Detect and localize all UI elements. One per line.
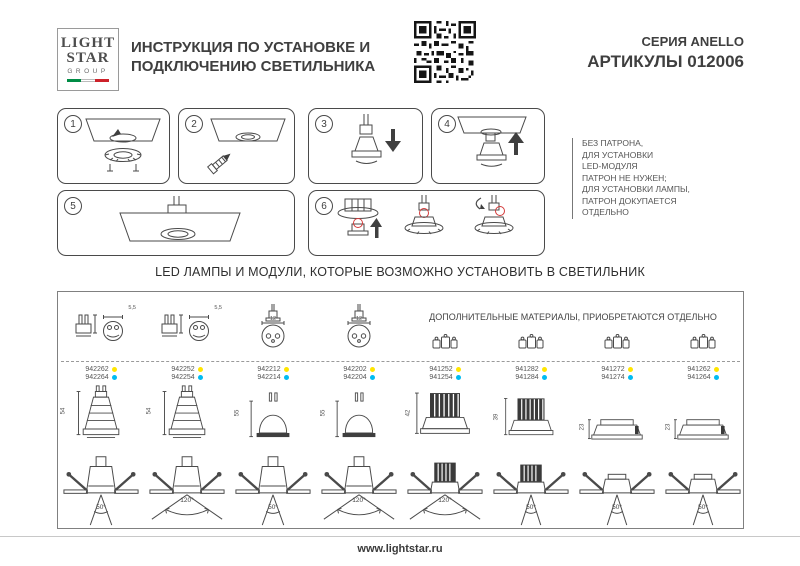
step-4-diagram [434,111,544,181]
lamp-height-label: 54 [60,407,67,415]
lamp-column-5 [402,292,488,528]
note-line: ОТДЕЛЬНО [582,207,629,217]
lamp-height-label: 39 [493,413,500,421]
beam-angle-label: 120° [438,497,452,504]
install-drawing [232,447,314,527]
beam-angle-label: 50° [96,504,106,511]
led-module-drawing [415,389,475,444]
article-yellow: 941252 [429,366,453,373]
lamps-panel [57,291,744,529]
step-5-diagram [60,193,294,253]
mr16-lamp-drawing [334,391,385,444]
step-6-number: 6 [315,197,333,215]
step-1-diagram [60,111,169,181]
note-line: ПАТРОН НЕ НУЖЕН; [582,172,667,183]
led-flat-module-drawing [674,417,732,444]
article-yellow: 941282 [515,366,539,373]
yellow-dot [370,367,375,372]
page-title-line1: ИНСТРУКЦИЯ ПО УСТАНОВКЕ И [131,39,371,56]
yellow-dot [542,367,547,372]
beam-angle-label: 120° [352,497,366,504]
step-4-box [431,108,545,184]
mr16-socket-drawing [329,304,389,350]
note-line: ДЛЯ УСТАНОВКИ [582,149,654,160]
step-6-diagram [311,193,544,253]
article-numbers [574,366,660,382]
cyan-dot [284,375,289,380]
yellow-dot [112,367,117,372]
article-cyan: 941284 [515,374,539,381]
note-line: ДЛЯ УСТАНОВКИ ЛАМПЫ, [582,184,690,194]
lamp-height-label: 55 [234,409,241,417]
section-title: LED ЛАМПЫ И МОДУЛИ, КОТОРЫЕ ВОЗМОЖНО УСТАНОВИТЬ В СВЕТИЛЬНИК [155,265,645,279]
cyan-dot [456,375,461,380]
lamp-height-label: 23 [579,423,586,431]
lamp-height-label: 23 [665,423,672,431]
install-drawing [318,447,400,527]
page-title-line2: ПОДКЛЮЧЕНИЮ СВЕТИЛЬНИКА [131,58,376,75]
article-numbers [488,366,574,382]
socket-dim-label: 12 [355,316,363,322]
mr16-lamp-drawing [248,391,299,444]
install-drawing [404,447,486,527]
article-yellow: 941262 [687,366,711,373]
article-cyan: 942214 [257,374,281,381]
cyan-dot [370,375,375,380]
lamp-column-4 [316,292,402,528]
note-line: БЕЗ ПАТРОНА, [582,138,644,148]
led-module-drawing [504,395,558,444]
article-numbers [316,366,402,382]
article-cyan: 942254 [171,374,195,381]
beam-angle-label: 50° [268,504,278,511]
series-label: СЕРИЯ ANELLO [641,34,744,49]
step-2-diagram [181,111,294,181]
lamp-column-8 [660,292,746,528]
step-6-box [308,190,545,256]
extras-title: ДОПОЛНИТЕЛЬНЫЕ МАТЕРИАЛЫ, ПРИОБРЕТАЮТСЯ ОТДЕЛЬНО [429,312,717,322]
install-drawing [576,447,658,527]
step-5-number: 5 [64,197,82,215]
article-cyan: 941254 [429,374,453,381]
gu10-lamp-drawing [74,384,128,444]
step-3-box [308,108,423,184]
lamp-height-label: 42 [405,409,412,417]
lamp-height-label: 55 [320,409,327,417]
page-title [131,38,421,76]
article-numbers [144,366,230,382]
cyan-dot [714,375,719,380]
lightstar-logo [57,28,119,91]
led-flat-module-drawing [588,417,646,444]
yellow-dot [714,367,719,372]
step-2-number: 2 [185,115,203,133]
step-1-box [57,108,170,184]
cyan-dot [198,375,203,380]
install-drawing [60,447,142,527]
socket-note [572,138,690,219]
beam-angle-label: 50° [698,504,708,511]
lamp-height-label: 54 [146,407,153,415]
article-yellow: 942202 [343,366,367,373]
step-3-number: 3 [315,115,333,133]
note-line: ПАТРОН ДОКУПАЕТСЯ [582,195,677,206]
article-numbers [230,366,316,382]
terminal-block-icon [518,334,544,350]
article-yellow: 942212 [257,366,281,373]
website-url: www.lightstar.ru [357,543,443,555]
cyan-dot [628,375,633,380]
yellow-dot [198,367,203,372]
lamp-column-6 [488,292,574,528]
cyan-dot [112,375,117,380]
article-cyan: 941264 [687,374,711,381]
beam-angle-label: 50° [526,504,536,511]
beam-angle-label: 120° [180,497,194,504]
logo-line3: GROUP [67,68,109,75]
socket-dim-label: 12 [269,316,277,322]
article-cyan: 942204 [343,374,367,381]
gu10-lamp-drawing [160,384,214,444]
article-cyan: 941274 [601,374,625,381]
install-drawing [662,447,744,527]
logo-line2: STAR [66,50,110,66]
step-5-box [57,190,295,256]
mr16-socket-drawing [243,304,303,350]
yellow-dot [628,367,633,372]
lamp-column-2 [144,292,230,528]
gu10-socket-drawing [71,304,131,350]
terminal-block-icon [432,334,458,350]
step-3-diagram [311,111,422,181]
yellow-dot [456,367,461,372]
step-4-number: 4 [438,115,456,133]
article-numbers [402,366,488,382]
gu10-socket-drawing [157,304,217,350]
article-yellow: 942262 [85,366,109,373]
article-numbers [660,366,746,382]
step-1-number: 1 [64,115,82,133]
article-cyan: 942264 [85,374,109,381]
article-yellow: 942252 [171,366,195,373]
qr-code [414,21,476,83]
article-yellow: 941272 [601,366,625,373]
install-drawing [146,447,228,527]
article-numbers [58,366,144,382]
lamp-column-1 [58,292,144,528]
lamp-column-7 [574,292,660,528]
note-line: LED-МОДУЛЯ [582,161,638,171]
cyan-dot [542,375,547,380]
articles-label: АРТИКУЛЫ 012006 [587,52,744,71]
lamp-column-3 [230,292,316,528]
terminal-block-icon [604,334,630,350]
yellow-dot [284,367,289,372]
step-2-box [178,108,295,184]
terminal-block-icon [690,334,716,350]
logo-line1: LIGHT [60,35,116,51]
beam-angle-label: 50° [612,504,622,511]
italian-flag-stripe [67,79,109,82]
socket-dim-label: 5,5 [128,305,136,311]
footer-divider [0,536,800,537]
socket-dim-label: 5,5 [214,305,222,311]
install-drawing [490,447,572,527]
